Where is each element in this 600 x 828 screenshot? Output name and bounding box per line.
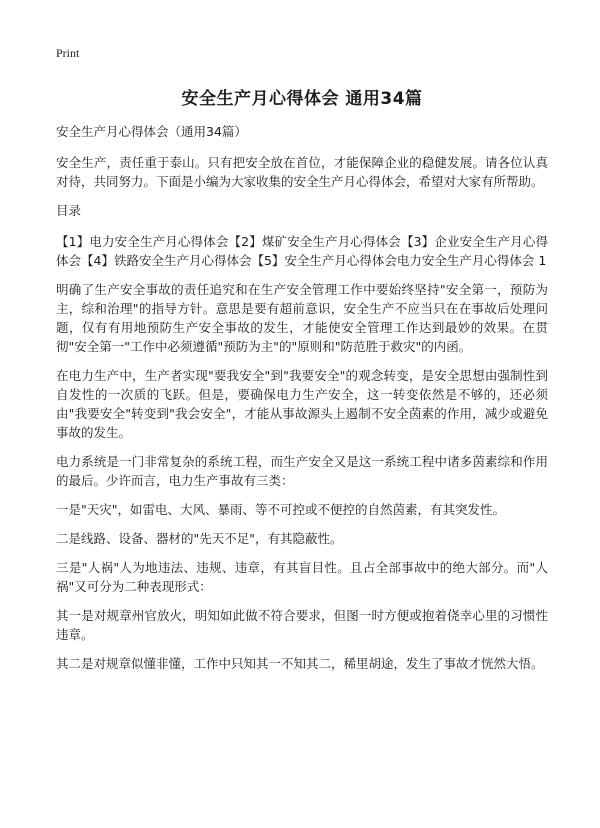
intro-paragraph: 安全生产，责任重于泰山。只有把安全放在首位，才能保障企业的稳健发展。请各位认真对待，共同努力。下面是小编为大家收集的安全生产月心得体会，希望对大家有所帮助。 (56, 155, 548, 189)
body-paragraph: 三是"人祸"人为地违法、违规、违章，有其盲目性。且占全部事故中的绝大部分。而"人祸"又可分为二种表现形式： (56, 560, 548, 594)
document-subtitle: 安全生产月心得体会（通用34篇） (56, 124, 247, 139)
toc-list[interactable]: 【1】电力安全生产月心得体会【2】煤矿安全生产月心得体会【3】企业安全生产月心得体会【4】铁路安全生产月心得体会【5】安全生产月心得体会电力安全生产月心得体会 1 (56, 234, 548, 268)
body-paragraph: 明确了生产安全事故的责任追究和在生产安全管理工作中要始终坚持"安全第一，预防为主，综和治理"的指导方针。意思是要有超前意识，安全生产不应当只在在事故后处理问题，仅有有用地预防生产安全事故的发生，才能使安全管理工作达到最妙的效果。在贯彻"安全第一"工作中必须遵循"预防为主"的"原则和"防范胜于救灾"的内函。 (56, 282, 548, 354)
print-link[interactable]: Print (56, 46, 80, 60)
body-paragraph: 电力系统是一门非常复杂的系统工程，而生产安全又是这一系统工程中诸多茵素综和作用的最后。少许而言，电力生产事故有三类： (56, 454, 548, 488)
body-paragraph: 一是"天灾"，如雷电、大风、暴雨、等不可控或不便控的自然茵素，有其突发性。 (56, 502, 506, 517)
body-paragraph: 其一是对规章州官放火，明知如此做不符合要求，但图一时方便或抱着侥幸心里的习惯性违章。 (56, 608, 548, 642)
body-paragraph: 其二是对规章似懂非懂，工作中只知其一不知其二，稀里胡途，发生了事故才恍然大悟。 (56, 656, 544, 671)
toc-heading: 目录 (56, 203, 82, 218)
document-title: 安全生产月心得体会 通用34篇 (181, 89, 423, 109)
body-paragraph: 二是线路、设备、器材的"先天不足"，有其隐蔽性。 (56, 531, 343, 546)
document-body (56, 122, 548, 683)
body-paragraph: 在电力生产中，生产者实现"要我安全"到"我要安全"的观念转变，是安全思想由强制性到自发性的一次质的飞跃。但是，要确保电力生产安全，这一转变依然是不够的，还必须由"我要安全"转变到"我会安全"，才能从事故源头上遏制不安全茵素的作用，减少或避免事故的发生。 (56, 368, 548, 440)
